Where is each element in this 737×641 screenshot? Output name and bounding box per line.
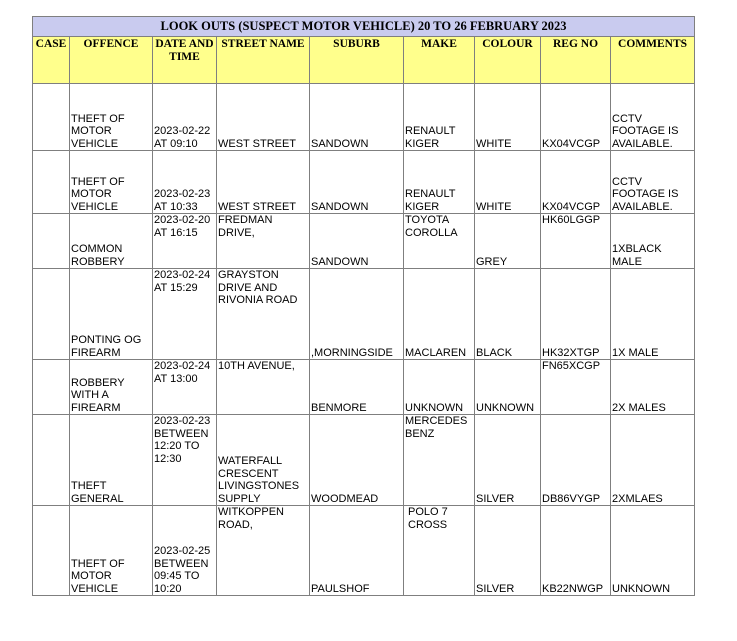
cell-suburb: PAULSHOF <box>310 506 404 596</box>
cell-comments: UNKNOWN <box>611 506 695 596</box>
lookouts-table <box>32 16 695 596</box>
header-offence: OFFENCE <box>70 37 153 84</box>
cell-case <box>33 360 70 415</box>
cell-reg-no: DB86VYGP <box>541 415 611 506</box>
cell-case <box>33 506 70 596</box>
cell-colour: BLACK <box>475 269 541 360</box>
cell-offence: THEFT GENERAL <box>70 415 153 506</box>
table-row <box>33 415 695 506</box>
cell-suburb: BENMORE <box>310 360 404 415</box>
cell-street-name: WATERFALL CRESCENT LIVINGSTONES SUPPLY <box>217 415 310 506</box>
cell-date-time: 2023-02-23 BETWEEN 12:20 TO 12:30 <box>153 415 217 506</box>
table-row <box>33 360 695 415</box>
cell-suburb: SANDOWN <box>310 214 404 269</box>
cell-offence: THEFT OF MOTOR VEHICLE <box>70 506 153 596</box>
table-row <box>33 506 695 596</box>
title-row <box>33 17 695 37</box>
cell-colour: UNKNOWN <box>475 360 541 415</box>
header-make: MAKE <box>404 37 475 84</box>
cell-colour: WHITE <box>475 151 541 214</box>
table-row <box>33 151 695 214</box>
cell-suburb: ,MORNINGSIDE <box>310 269 404 360</box>
cell-suburb: SANDOWN <box>310 84 404 151</box>
cell-offence: THEFT OF MOTOR VEHICLE <box>70 151 153 214</box>
cell-street-name: WEST STREET <box>217 84 310 151</box>
table-row <box>33 214 695 269</box>
header-row <box>33 37 695 84</box>
cell-reg-no: HK32XTGP <box>541 269 611 360</box>
cell-offence: PONTING OG FIREARM <box>70 269 153 360</box>
cell-case <box>33 214 70 269</box>
cell-make: MACLAREN <box>404 269 475 360</box>
cell-colour: WHITE <box>475 84 541 151</box>
cell-reg-no: KX04VCGP <box>541 84 611 151</box>
cell-offence: THEFT OF MOTOR VEHICLE <box>70 84 153 151</box>
cell-date-time: 2023-02-23 AT 10:33 <box>153 151 217 214</box>
cell-colour: SILVER <box>475 415 541 506</box>
cell-colour: SILVER <box>475 506 541 596</box>
cell-date-time: 2023-02-22 AT 09:10 <box>153 84 217 151</box>
cell-comments: CCTV FOOTAGE IS AVAILABLE. <box>611 84 695 151</box>
cell-date-time: 2023-02-24 AT 15:29 <box>153 269 217 360</box>
cell-comments: 2XMLAES <box>611 415 695 506</box>
table-title: LOOK OUTS (SUSPECT MOTOR VEHICLE) 20 TO 26 FEBRUARY 2023 <box>33 17 695 37</box>
cell-date-time: 2023-02-20 AT 16:15 <box>153 214 217 269</box>
cell-reg-no: FN65XCGP <box>541 360 611 415</box>
cell-reg-no: KB22NWGP <box>541 506 611 596</box>
header-date-time: DATE AND TIME <box>153 37 217 84</box>
table-row <box>33 84 695 151</box>
cell-make: TOYOTA COROLLA <box>404 214 475 269</box>
cell-case <box>33 151 70 214</box>
header-suburb: SUBURB <box>310 37 404 84</box>
cell-comments: 2X MALES <box>611 360 695 415</box>
cell-street-name: WEST STREET <box>217 151 310 214</box>
cell-case <box>33 84 70 151</box>
cell-street-name: GRAYSTON DRIVE AND RIVONIA ROAD <box>217 269 310 360</box>
header-comments: COMMENTS <box>611 37 695 84</box>
lookouts-document <box>32 16 695 596</box>
cell-make: MERCEDES BENZ <box>404 415 475 506</box>
cell-offence: ROBBERY WITH A FIREARM <box>70 360 153 415</box>
cell-make: RENAULT KIGER <box>404 151 475 214</box>
cell-case <box>33 415 70 506</box>
cell-comments: 1XBLACK MALE <box>611 214 695 269</box>
cell-make: RENAULT KIGER <box>404 84 475 151</box>
cell-street-name: WITKOPPEN ROAD, <box>217 506 310 596</box>
cell-street-name: FREDMAN DRIVE, <box>217 214 310 269</box>
cell-suburb: SANDOWN <box>310 151 404 214</box>
cell-comments: 1X MALE <box>611 269 695 360</box>
cell-suburb: WOODMEAD <box>310 415 404 506</box>
cell-case <box>33 269 70 360</box>
cell-date-time: 2023-02-25 BETWEEN 09:45 TO 10:20 <box>153 506 217 596</box>
cell-make: POLO 7 CROSS <box>404 506 475 596</box>
cell-offence: COMMON ROBBERY <box>70 214 153 269</box>
cell-reg-no: HK60LGGP <box>541 214 611 269</box>
header-street-name: STREET NAME <box>217 37 310 84</box>
cell-street-name: 10TH AVENUE, <box>217 360 310 415</box>
table-row <box>33 269 695 360</box>
header-colour: COLOUR <box>475 37 541 84</box>
cell-comments: CCTV FOOTAGE IS AVAILABLE. <box>611 151 695 214</box>
header-case: CASE <box>33 37 70 84</box>
cell-colour: GREY <box>475 214 541 269</box>
cell-date-time: 2023-02-24 AT 13:00 <box>153 360 217 415</box>
cell-reg-no: KX04VCGP <box>541 151 611 214</box>
header-reg-no: REG NO <box>541 37 611 84</box>
cell-make: UNKNOWN <box>404 360 475 415</box>
